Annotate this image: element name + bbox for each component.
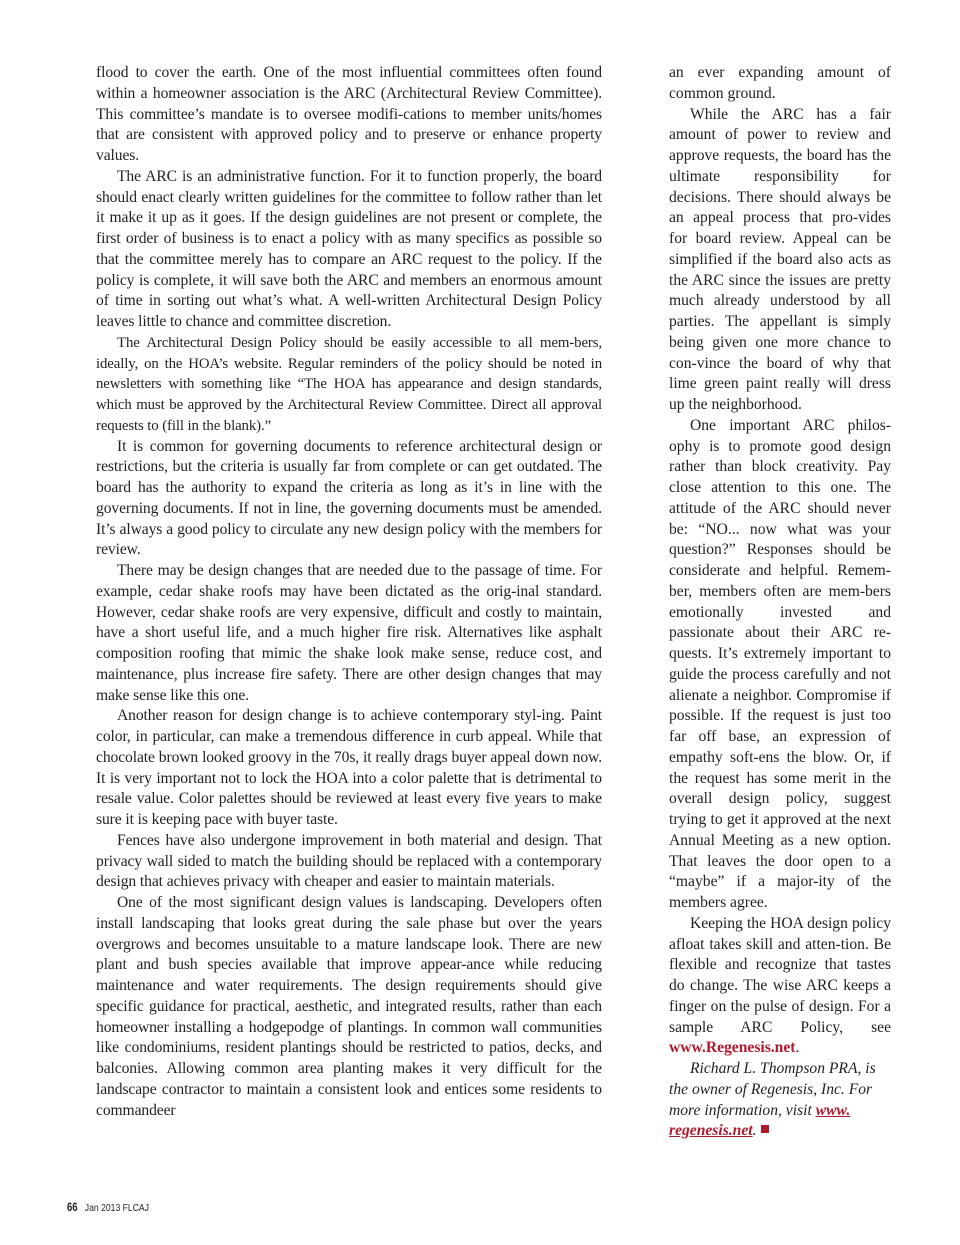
author-byline bbox=[669, 1059, 891, 1142]
regenesis-link[interactable]: www.Regenesis.net bbox=[669, 1039, 796, 1057]
left-paragraph-2: The ARC is an administrative function. For it to function properly, the board should enact clearly written guidelines for the committee to follow rather than let it make it up as it goes. If the design guidelines are not present or complete, the first order of business is to enact a policy with as many specifics as possible so that the committee merely has to compare an ARC request to the policy. If the policy is complete, it will save both the ARC and members an enormous amount of time in sorting out what’s what. A well-written Architectural Design Policy leaves little to chance and committee discretion. bbox=[96, 167, 602, 330]
byline-text: Richard L. Thompson PRA, is the owner of Regenesis, Inc. For more information, visit bbox=[669, 1060, 876, 1119]
closing-text: Keeping the HOA design policy afloat takes skill and atten-tion. Be flexible and recognize that tastes do change. The wise ARC keeps a finger on the pulse of design. For a sample ARC Policy, see bbox=[669, 914, 891, 1036]
byline-period: . bbox=[752, 1122, 757, 1140]
right-paragraph-3: One important ARC philos-ophy is to promote good design rather than block creativity. Pay close attention to this one. The attitude of the ARC should never be: “NO... now what was your question?” Responses should be considerate and helpful. Remem-ber, members often are mem-bers emotionally invested and passionate about their ARC re-quests. It’s extremely important to guide the process carefully and not alienate a neighbor. Compromise if possible. If the request is just too far off base, an expression of empathy soft-ens the blow. Or, if the request has some merit in the overall design policy, suggest trying to get it approved at the next Annual Meeting as a new option. That leaves the door open to a “maybe” if a major-ity of the members agree. bbox=[669, 416, 891, 911]
left-column bbox=[96, 63, 602, 1121]
page-footer bbox=[67, 1202, 149, 1214]
left-paragraph-8: One of the most significant design values is landscaping. Developers often install landscaping that looks great during the sale phase but over the years overgrows and becomes unsuitable to a mature landscape look. There are new plant and bush species available that improve appear-ance while reducing maintenance and water requirements. The design requirements should give specific guidance for practical, aesthetic, and integrated results, rather than each homeowner installing a hodgepodge of plantings. In common wall communities like condominiums, resident plantings should be restricted to patios, decks, and balconies. Allowing common area planting makes it very difficult for the landscape contractor to maintain a consistent look and entices some residents to commandeer bbox=[96, 894, 602, 1119]
closing-period: . bbox=[795, 1039, 800, 1057]
left-paragraph-4: It is common for governing documents to reference architectural design or restrictions, but the criteria is usually far from complete or can get outdated. The board has the authority to expand the criteria as long as it’s in line with the governing documents. If not in line, the governing documents must be amended. It’s always a good policy to circulate any new design policy with the members for review. bbox=[96, 437, 602, 559]
byline-link-part2[interactable]: regenesis.net bbox=[669, 1122, 753, 1140]
left-paragraph-7: Fences have also undergone improvement in both material and design. That privacy wall sided to match the building should be replaced with a contemporary design that achieves privacy with cheaper and easier to maintain materials. bbox=[96, 831, 602, 891]
right-paragraph-2: While the ARC has a fair amount of power to review and approve requests, the board has the ultimate responsibility for decisions. There should always be an appeal process that pro-vides for board review. Appeal can be simplified if the board also acts as the ARC since the issues are pretty much already understood by all parties. The appellant is simply being given one more chance to con-vince the board of why that lime green paint really will dress up the neighborhood. bbox=[669, 105, 891, 413]
left-paragraph-5: There may be design changes that are needed due to the passage of time. For example, cedar shake roofs may have been dictated as the orig-inal standard. However, cedar shake roofs are very expensive, difficult and costly to maintain, have a short useful life, and a much higher fire risk. Alternatives like asphalt composition roofing that mimic the shake look make sense, reduce cost, and maintenance, plus increase fire safety. There are other design changes that may make sense like this one. bbox=[96, 562, 602, 704]
publication-name: FLCAJ bbox=[122, 1202, 149, 1214]
page-number: 66 bbox=[67, 1202, 78, 1214]
end-of-article-icon bbox=[761, 1125, 769, 1133]
byline-link-part1[interactable]: www. bbox=[815, 1101, 851, 1119]
right-column bbox=[669, 63, 891, 1142]
left-paragraph-3: The Architectural Design Policy should be easily accessible to all mem-bers, ideally, on the HOA’s website. Regular reminders of the policy should be noted in newsletters with something like “The HOA has appearance and design standards, which must be approved by the Architectural Review Committee. Direct all approval requests to (fill in the blank).” bbox=[96, 334, 602, 434]
right-paragraph-1: an ever expanding amount of common ground. bbox=[669, 64, 891, 102]
left-paragraph-6: Another reason for design change is to achieve contemporary styl-ing. Paint color, in particular, can make a tremendous difference in curb appeal. While that chocolate brown looked groovy in the 70s, it really drags buyer appeal down now. It is very important not to lock the HOA into a color palette that is detrimental to resale value. Color palettes should be reviewed at least every five years to make sure it is keeping pace with buyer taste. bbox=[96, 707, 602, 828]
left-paragraph-1: flood to cover the earth. One of the most influential committees often found within a homeowner association is the ARC (Architectural Review Committee). This committee’s mandate is to oversee modifi-cations to member units/homes that are consistent with approved policy and to preserve or enhance property values. bbox=[96, 64, 602, 164]
issue-date: Jan 2013 bbox=[84, 1202, 121, 1214]
right-paragraph-closing bbox=[669, 914, 891, 1059]
